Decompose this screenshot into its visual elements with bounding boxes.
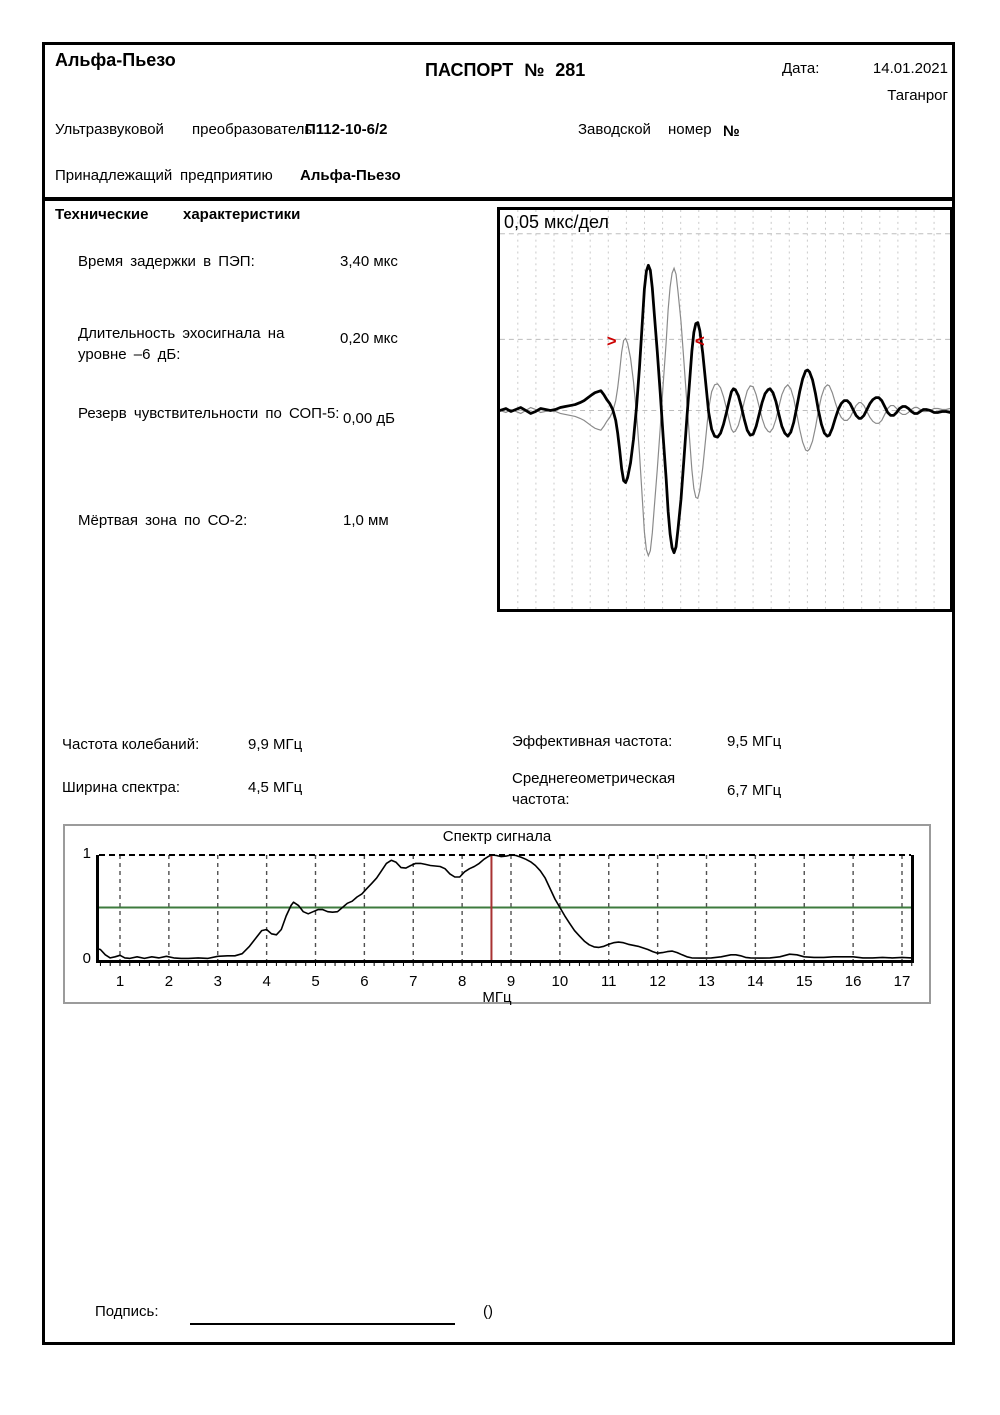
freq-value-bandwidth: 4,5 МГц bbox=[248, 779, 303, 796]
signature-brackets: () bbox=[483, 1303, 493, 1320]
param-label-sensitivity: Резерв чувствительности по СОП-5: bbox=[78, 405, 340, 422]
date-label: Дата: bbox=[782, 60, 820, 77]
x-tick-label: 15 bbox=[795, 973, 813, 990]
param-label-deadzone: Мёртвая зона по СО-2: bbox=[78, 512, 248, 529]
spectrum-right-border bbox=[911, 855, 914, 963]
date-value: 14.01.2021 bbox=[872, 60, 948, 77]
x-tick-label: 8 bbox=[457, 973, 467, 990]
freq-label-oscillation: Частота колебаний: bbox=[62, 736, 200, 753]
freq-value-effective: 9,5 МГц bbox=[727, 733, 782, 750]
device-model: П112-10-6/2 bbox=[305, 121, 388, 138]
x-tick-label: 2 bbox=[164, 973, 174, 990]
oscillogram-scale-label: 0,05 мкс/дел bbox=[504, 212, 609, 232]
echo-signal-curve bbox=[500, 265, 950, 552]
x-tick-label: 4 bbox=[262, 973, 271, 990]
owner-company: Альфа-Пьезо bbox=[300, 167, 401, 184]
x-tick-label: 16 bbox=[844, 973, 862, 990]
y-axis-label-0: 0 bbox=[82, 950, 91, 967]
freq-label-bandwidth: Ширина спектра: bbox=[62, 779, 181, 796]
param-label-delay: Время задержки в ПЭП: bbox=[78, 253, 255, 270]
x-tick-label: 5 bbox=[311, 973, 320, 990]
x-axis-unit-label: МГц bbox=[482, 989, 512, 1006]
freq-value-oscillation: 9,9 МГц bbox=[248, 736, 303, 753]
y-axis-label-1: 1 bbox=[82, 845, 91, 862]
spectrum-panel bbox=[63, 824, 931, 1004]
echo-signal-mirror-curve bbox=[500, 268, 950, 555]
x-tick-label: 14 bbox=[747, 973, 764, 990]
serial-number-sign: № bbox=[723, 123, 740, 140]
x-tick-label: 12 bbox=[649, 973, 666, 990]
x-tick-label: 11 bbox=[600, 973, 617, 990]
param-value-deadzone: 1,0 мм bbox=[343, 512, 389, 529]
passport-title: ПАСПОРТ № 281 bbox=[425, 60, 586, 80]
x-tick-label: 6 bbox=[360, 973, 369, 990]
city-label: Таганрог bbox=[887, 87, 948, 104]
x-tick-label: 7 bbox=[409, 973, 418, 990]
param-value-sensitivity: 0,00 дБ bbox=[343, 410, 395, 427]
serial-word2: номер bbox=[668, 121, 712, 138]
signature-line bbox=[190, 1323, 455, 1325]
spectrum-y-axis bbox=[96, 855, 99, 963]
tech-heading-word: Технические bbox=[55, 206, 149, 223]
x-tick-label: 1 bbox=[115, 973, 125, 990]
freq-value-geometric-mean: 6,7 МГц bbox=[727, 782, 782, 799]
minus6db-left-marker: > bbox=[606, 331, 617, 351]
owner-word2: предприятию bbox=[180, 167, 273, 184]
x-tick-label: 17 bbox=[893, 973, 911, 990]
oscillogram-panel bbox=[497, 207, 953, 612]
param-label-duration: Длительность эхосигнала на уровне –6 дБ: bbox=[78, 325, 285, 363]
x-tick-label: 9 bbox=[506, 973, 516, 990]
minus6db-right-marker: < bbox=[694, 331, 705, 351]
freq-label-effective: Эффективная частота: bbox=[512, 733, 673, 750]
signature-label: Подпись: bbox=[95, 1303, 159, 1320]
spectrum-chart bbox=[96, 853, 914, 971]
spectrum-x-axis bbox=[99, 960, 911, 963]
device-type-word: Ультразвуковой bbox=[55, 121, 164, 138]
owner-word: Принадлежащий bbox=[55, 167, 173, 184]
param-value-delay: 3,40 мкс bbox=[340, 253, 398, 270]
company-name: Альфа-Пьезо bbox=[55, 50, 176, 70]
param-value-duration: 0,20 мкс bbox=[340, 330, 398, 347]
spectrum-title: Спектр сигнала bbox=[442, 828, 552, 845]
x-tick-label: 10 bbox=[551, 973, 569, 990]
serial-word: Заводской bbox=[578, 121, 651, 138]
header-separator-line bbox=[42, 197, 955, 201]
freq-label-geometric-mean: Среднегеометрическая частота: bbox=[512, 770, 676, 808]
device-type-word2: преобразователь bbox=[192, 121, 313, 138]
x-tick-label: 13 bbox=[698, 973, 715, 990]
tech-heading-word2: характеристики bbox=[183, 206, 301, 223]
x-tick-label: 3 bbox=[213, 973, 222, 990]
oscillogram-chart bbox=[500, 210, 950, 609]
